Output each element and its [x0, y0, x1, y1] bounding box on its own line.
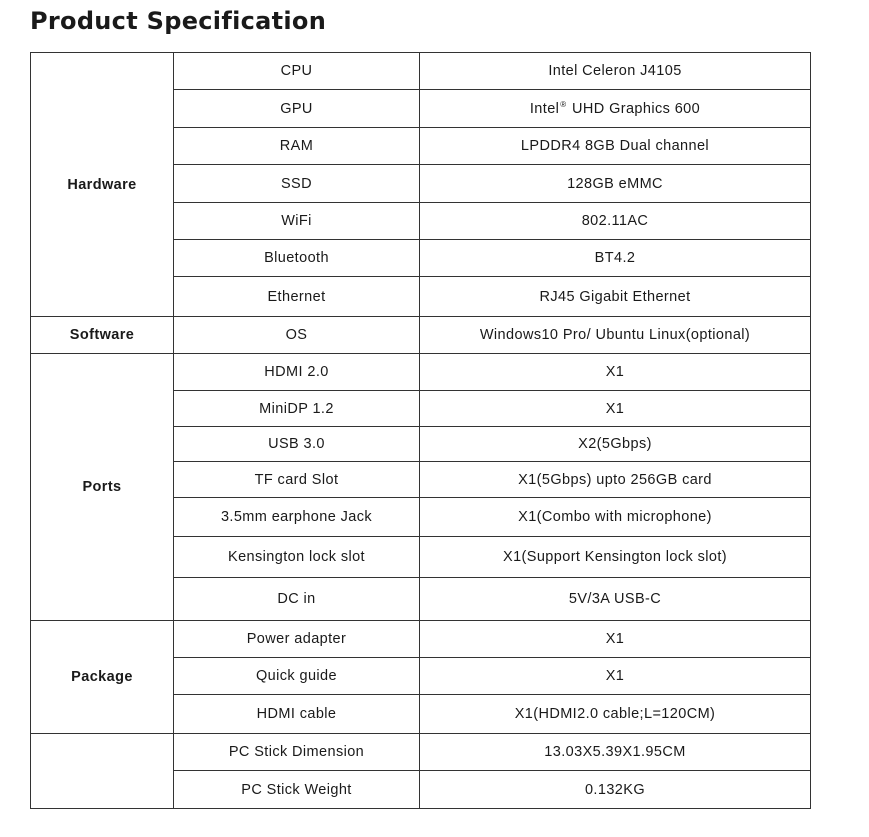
spec-value: Intel Celeron J4105: [420, 53, 811, 90]
spec-item: Quick guide: [174, 658, 420, 695]
spec-item: Kensington lock slot: [174, 537, 420, 578]
spec-item: GPU: [174, 90, 420, 128]
spec-value: X1: [420, 658, 811, 695]
category-ports: Ports: [31, 354, 174, 621]
table-row: [31, 621, 811, 658]
spec-value: X1(5Gbps) upto 256GB card: [420, 462, 811, 498]
spec-value: X2(5Gbps): [420, 427, 811, 462]
spec-item: CPU: [174, 53, 420, 90]
spec-value: X1(HDMI2.0 cable;L=120CM): [420, 695, 811, 734]
spec-item: DC in: [174, 578, 420, 621]
registered-mark: ®: [560, 100, 567, 109]
spec-item: HDMI cable: [174, 695, 420, 734]
spec-item: Power adapter: [174, 621, 420, 658]
spec-item: SSD: [174, 165, 420, 203]
spec-value: X1(Combo with microphone): [420, 498, 811, 537]
spec-value: 5V/3A USB-C: [420, 578, 811, 621]
spec-value-model: UHD Graphics 600: [567, 101, 701, 117]
spec-item: USB 3.0: [174, 427, 420, 462]
category-package: Package: [31, 621, 174, 734]
table-row: [31, 317, 811, 354]
spec-item: 3.5mm earphone Jack: [174, 498, 420, 537]
spec-item: PC Stick Dimension: [174, 734, 420, 771]
spec-value: X1: [420, 354, 811, 391]
spec-value: 13.03X5.39X1.95CM: [420, 734, 811, 771]
spec-value: LPDDR4 8GB Dual channel: [420, 128, 811, 165]
spec-value: X1: [420, 391, 811, 427]
spec-item: RAM: [174, 128, 420, 165]
category-hardware: Hardware: [31, 53, 174, 317]
spec-value: RJ45 Gigabit Ethernet: [420, 277, 811, 317]
category-dimensions: [31, 734, 174, 809]
spec-item: TF card Slot: [174, 462, 420, 498]
spec-value: 802.11AC: [420, 203, 811, 240]
spec-item: OS: [174, 317, 420, 354]
table-row: [31, 53, 811, 90]
spec-value: X1(Support Kensington lock slot): [420, 537, 811, 578]
spec-item: HDMI 2.0: [174, 354, 420, 391]
spec-value: [420, 90, 811, 128]
spec-value: 0.132KG: [420, 771, 811, 809]
spec-item: Bluetooth: [174, 240, 420, 277]
table-row: [31, 734, 811, 771]
page-title: Product Specification: [30, 7, 327, 35]
spec-value: 128GB eMMC: [420, 165, 811, 203]
spec-table: [30, 52, 811, 809]
spec-value: BT4.2: [420, 240, 811, 277]
spec-value: Windows10 Pro/ Ubuntu Linux(optional): [420, 317, 811, 354]
spec-item: Ethernet: [174, 277, 420, 317]
spec-value-brand: Intel: [529, 101, 560, 117]
spec-value: X1: [420, 621, 811, 658]
spec-item: PC Stick Weight: [174, 771, 420, 809]
category-software: Software: [31, 317, 174, 354]
spec-item: MiniDP 1.2: [174, 391, 420, 427]
table-row: [31, 354, 811, 391]
spec-item: WiFi: [174, 203, 420, 240]
